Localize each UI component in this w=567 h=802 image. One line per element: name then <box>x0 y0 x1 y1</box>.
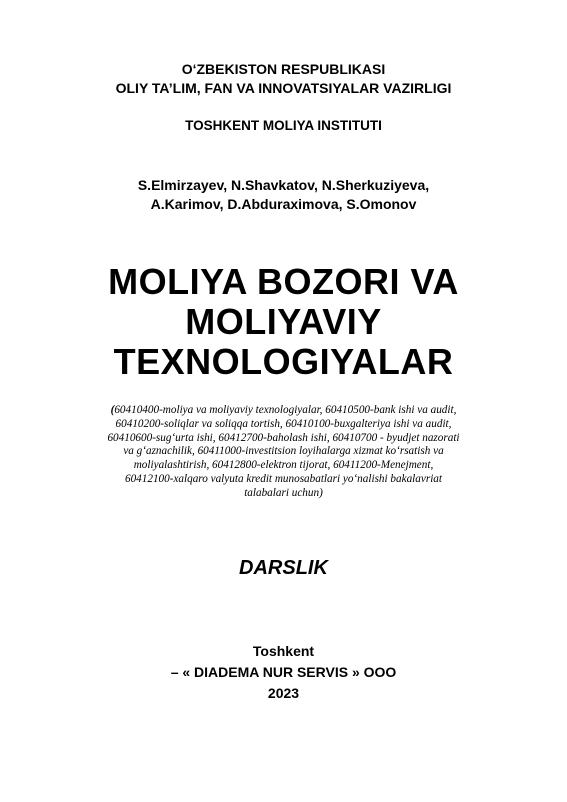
institute-name: TOSHKENT MOLIYA INSTITUTI <box>185 118 382 133</box>
ministry-name: OLIY TA’LIM, FAN VA INNOVATSIYALAR VAZIRLIGI <box>115 80 452 96</box>
title-line-3: TEXNOLOGIYALAR <box>113 341 454 382</box>
book-title <box>0 262 567 382</box>
title-line-1: MOLIYA BOZORI VA <box>108 261 459 302</box>
imprint-year: 2023 <box>267 685 300 701</box>
ministry-header <box>0 60 567 98</box>
authors <box>0 176 567 214</box>
description-line: 60412100-xalqaro valyuta kredit munosabatlari yo‘nalishi bakalavriat <box>124 472 443 485</box>
imprint-publisher: – « DIADEMA NUR SERVIS » OOO <box>170 664 397 680</box>
title-line-2: MOLIYAVIY <box>185 301 382 342</box>
description-line: 60410600-sug‘urta ishi, 60412700-baholash ishi, 60410700 - byudjet nazorati <box>107 431 460 444</box>
description-open-paren: ( <box>110 404 115 416</box>
imprint <box>0 641 567 704</box>
description-line: va g‘aznachilik, 60411000-investitsion loyihalarga xizmat ko‘rsatish va <box>123 445 444 458</box>
target-audience-description <box>52 404 515 501</box>
description-line: moliyalashtirish, 60412800-elektron tijorat, 60411200-Menejment, <box>133 459 434 472</box>
authors-line-1: S.Elmirzayev, N.Shavkatov, N.Sherkuziyeva, <box>137 177 430 193</box>
country-name: O‘ZBEKISTON RESPUBLIKASI <box>181 61 386 77</box>
description-line: (60410400-moliya va moliyaviy texnologiyalar, 60410500-bank ishi va audit, <box>110 404 457 416</box>
description-line: talabalari uchun) <box>244 486 323 499</box>
document-type: DARSLIK <box>239 557 328 579</box>
authors-line-2: A.Karimov, D.Abduraximova, S.Omonov <box>150 196 417 212</box>
description-line: 60410200-soliqlar va soliqqa tortish, 60410100-buxgalteriya ishi va audit, <box>115 417 452 430</box>
imprint-city: Toshkent <box>252 643 315 659</box>
